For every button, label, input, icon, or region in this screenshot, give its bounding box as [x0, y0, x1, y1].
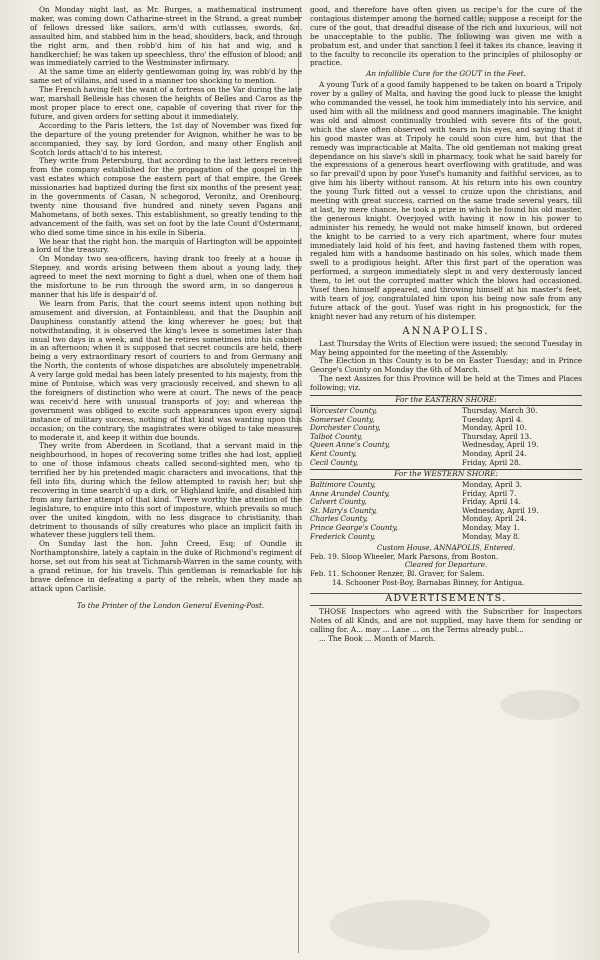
news-paragraph: They write from Aberdeen in Scotland, that a servant maid in the neighbourhood, in hopes of recovering some trifles she had lost, applied to one of those infamous cheats called second-sighted men, who to terrified her by his pretended magic characters and invocations, that the fell into fits, during which the fellow attempted to ravish her; but she recovering in time search'd up a dirk, or Highland knife, and disabled him from any farther attempt of that kind. 'Twere worthy the attention of the legislature, to enquire into this sort of imposture, which prevails so much over the united kingdom, with no less disgrace to christianity, than detriment to thousands of silly creatures who place an implicit faith in whatever these jugglers tell them. — [30, 441, 302, 540]
left-column — [30, 6, 302, 956]
court-row: Kent County, Monday, April 24. — [310, 448, 527, 458]
court-row: Worcester County, Thursday, March 30. — [310, 405, 538, 415]
annapolis-paragraph: The Election in this County is to be on Easter Tuesday; and in Prince George's County on Monday the 6th of March. — [310, 356, 582, 375]
court-row: Dorchester County, Monday, April 10. — [310, 423, 527, 433]
annapolis-heading: ANNAPOLIS. — [402, 325, 490, 337]
news-paragraph: On Monday two sea-officers, having drank too freely at a house in Stepney, and words arising between them about a young lady, they agreed to meet the next morning to fight a duel, when one of them had the misfortune to be run through the sword arm, in so dangerous a manner that his life is despair'd of. — [30, 254, 302, 299]
advertisements-heading: ADVERTISEMENTS. — [310, 593, 582, 606]
annapolis-paragraph: The next Assizes for this Province will be held at the Times and Places following; viz. — [310, 374, 582, 393]
news-paragraph: We hear that the right hon. the marquis of Hartington will be appointed a lord of the treasury. — [30, 236, 302, 255]
gout-title: An infallible Cure for the GOUT in the Feet. — [366, 69, 526, 79]
annapolis-paragraph: Last Thursday the Writs of Election were issued; the second Tuesday in May being appointed for the meeting of the Assembly. — [310, 338, 582, 357]
custom-house-section — [310, 544, 582, 587]
cleared-line: Feb. 11. Schooner Renzer, Bl. Graver, for Salem. — [310, 568, 485, 578]
western-courts-list — [310, 481, 582, 541]
court-row: Cecil County, Friday, April 28. — [310, 457, 521, 467]
eastern-shore-title: For the EASTERN SHORE: — [310, 395, 582, 406]
custom-house-title: Custom House, ANNAPOLIS, Entered. — [376, 543, 516, 553]
court-row: Frederick County, Monday, May 8. — [310, 531, 520, 541]
court-row: St. Mary's County, Wednesday, April 19. — [310, 505, 539, 515]
western-shore-title: For the WESTERN SHORE: — [310, 469, 582, 480]
advertisement-paragraph: THOSE Inspectors who agreed with the Subscriber for Inspectors Notes of all Kinds, and are not supplied, may have them for sending or calling for. A... may ... Lane ... on the Terms already publ... — [310, 607, 582, 634]
gout-intro: good, and therefore have often given us recipe's for the cure of the contagious distemper among the horned cattle; suppose a receipt for the cure of the gout, that dreadful disease of the rich and luxurious, will not be unacceptable to the public. The following was given me with a probatum est, and under that sanction I feel it takes its chance, leaving it to the faculty to reconcile its operation to the principles of philosophy or practice. — [310, 6, 582, 68]
court-row: Baltimore County, Monday, April 3. — [310, 480, 522, 490]
news-paragraph: At the same time an elderly gentlewoman going by, was robb'd by the same set of villains, and used in a manner too shocking to mention. — [30, 67, 302, 86]
gout-story: A young Turk of a good family happened to be taken on board a Tripoly rover by a galley of Malta, and having the good luck to please the knight who commanded the vessel, he took him immediately into his service, and used him with all the mildness and good manners imaginable. The knight was old and almost continually troubled with severe fits of the gout, which the slave often observed with tears in his eyes, and saying that if his good master was at Tripoly he could soon cure him, but that the remedy was impracticable at Malta. The old gentleman not making great dependance on his slave's skill in pharmacy, took what he said barely for the expressions of a generous heart overflowing with gratitude, and was so far prevail'd upon by poor Yusef's humanity and faithful services, as to give him his liberty without ransom. At his return into his own country the young Turk fitted out a vessel to cruize upon the christians, and meeting with great success, carried on the same trade several years, till at last, by mere chance, he took a prize in which he found his old master, the generous knight. Overjoyed with having it now in his power to administer his remedy, he would not make himself known, but ordered the knight to be carried to a very rich apartment, where four mutes immediately laid hold of his feet, and having fastened them with ropes, regaled him with a handsome bastinado on his soles, which made them swell to a prodigious height. After this first part of the operation was performed, a surgeon immediately slept in and very dexterously lanced them, to let out the corrupted matter which the blows had occasioned. Yusef then himself appeared, and throwing himself at his master's feet, with tears of joy, congratulated him upon his being now safe from any future attack of the gout. Yusef was right in his prognostick, for the knight never had any return of his distemper. — [310, 80, 582, 321]
right-column — [310, 6, 582, 956]
court-row: Calvert County, Friday, April 14. — [310, 497, 521, 507]
cleared-line: 14. Schooner Post-Boy, Barnabas Binney, for Antigua. — [332, 577, 525, 587]
court-row: Anne Arundel County, Friday, April 7. — [310, 488, 517, 498]
court-row: Somerset County, Tuesday, April 4. — [310, 414, 523, 424]
news-paragraph: The French having felt the want of a fortress on the Var during the late war, marshall Belleisle has chosen the heights of Belles and Caros as the most proper place to erect one, capable of covering that river for the future, and given orders for setting about it immediately. — [30, 85, 302, 121]
eastern-courts-list — [310, 407, 582, 467]
news-paragraph: They write from Petersburg, that according to the last letters received from the company established for the propagation of the gospel in the vast estates which compose the eastern part of that empire, the Greek missionaries had baptized during the first six months of the present year, in the governments of Casan, N schegorod, Veronitz, and Orenbourg, twenty nine thousand five hundred and ninety seven Pagans and Mahometans, of both sexes. This establishment, so greatly tending to the advancement of the faith, was set on foot by the late Count d'Ostermann, who died some time since in his exile in Siberia. — [30, 156, 302, 237]
news-paragraph: According to the Paris letters, the 1st day of November was fixed for the departure of the young pretender for Avignon, whither he was to be accompanied, they say, by lord Gordon, and many other English and Scotch lords attach'd to his interest. — [30, 120, 302, 157]
news-paragraph: On Monday night last, as Mr. Burges, a mathematical instrument maker, was coming down Catharine-street in the Strand, a great number of fellows dressed like sailors, arm'd with cutlasses, swords, &c. assaulted him, and stabbed him in the head, shoulders, back, and through the right arm, and then robb'd him of his hat and wig, and a handkerchief; he was taken up speechless, thro' the effusion of blood; and was immediately carried to the Westminster infirmary. — [30, 6, 302, 68]
court-row: Charles County, Monday, April 24. — [310, 514, 527, 524]
news-paragraph: We learn from Paris, that the court seems intent upon nothing but amusement and diversion, at Fontainbleau, and that the Dauphin and Dauphiness constantly attend the king wherever he goes; but that notwithstanding, it is observed the king's levee is sometimes later than usual two days in a week, and that he retires sometimes into his cabinet in an afternoon; when it is supposed that secret councils are held, there being a very extraordinary resort of couriers to and from Germany and the North, the contents of whose dispatches are absolutely impenetrable. A very large gold medal has been lately presented to his majesty, from the mine of Pontoise, which was very graciously received, and shewn to all the foreigners of distinction who were at court. The news of the peace was receiv'd here with unusual transports of joy; and whereas the government was obliged to excite such appearances upon every signal instance of military success, nothing of that kind was wanting upon this occasion; on the contrary, the magistrates were obliged to take measures to moderate it, and keep it within due bounds. — [30, 298, 302, 442]
cleared-title: Cleared for Departure. — [404, 560, 488, 570]
court-row: Talbot County, Thursday, April 13. — [310, 431, 532, 441]
news-paragraph: On Sunday last the hon. John Creed, Esq; of Oundle in Northamptonshire, lately a captain in the duke of Richmond's regiment of horse, set out from his seat at Tichmarsh-Warren in the same county, with a grand retinue, for his travels. This gentleman is remarkable for his brave defence in defeating a party of the rebels, when they made an attack upon Carlisle. — [30, 539, 302, 593]
court-row: Prince George's County, Monday, May 1. — [310, 523, 520, 532]
entered-line: Feb. 19. Sloop Wheeler, Mark Parsons, from Boston. — [310, 551, 499, 561]
advertisement-paragraph: ... The Book ... Month of March. — [319, 633, 436, 643]
to-printer-line: To the Printer of the London General Evening-Post. — [76, 600, 265, 610]
court-row: Queen Anne's County, Wednesday, April 19. — [310, 440, 539, 450]
